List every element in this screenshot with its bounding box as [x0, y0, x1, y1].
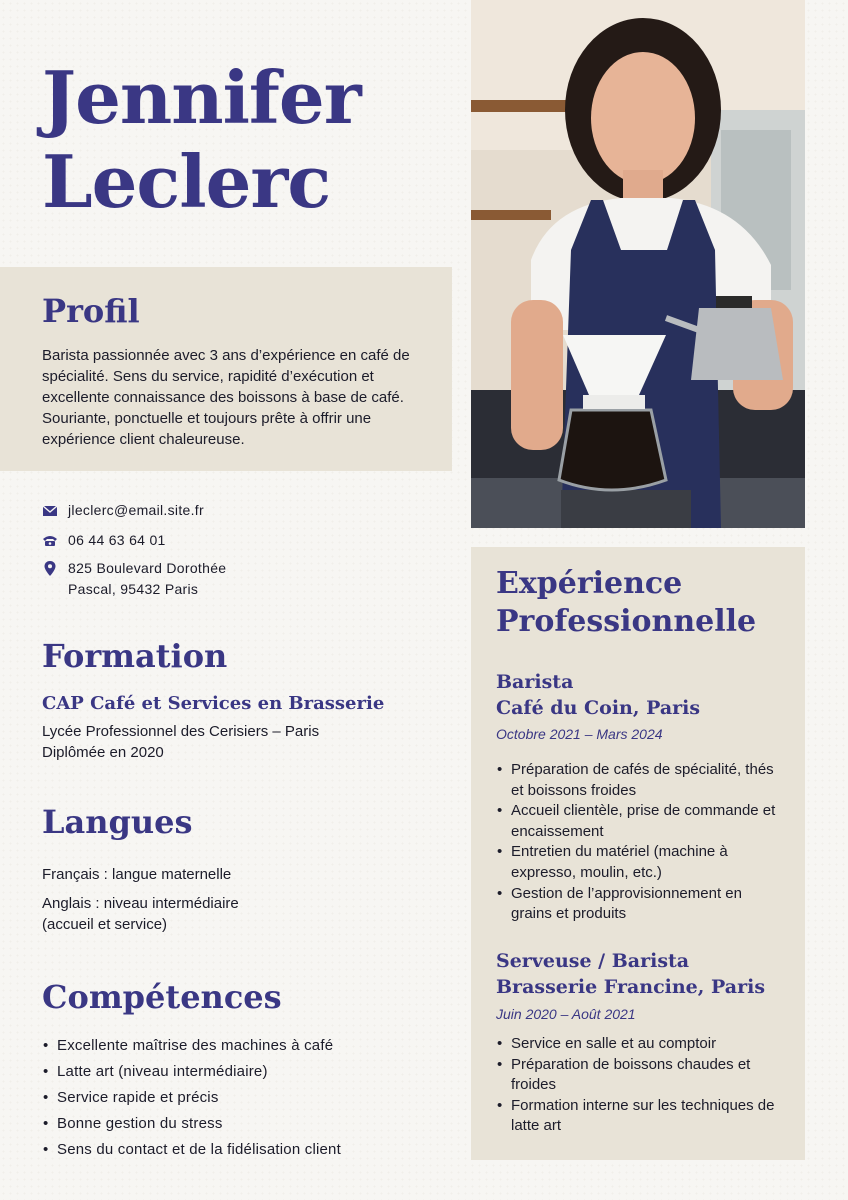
job-task: • Préparation de cafés de spécialité, thés et boissons froides: [496, 760, 786, 801]
skills-heading: Compétences: [42, 978, 282, 1016]
profile-photo: [471, 0, 805, 528]
email-text[interactable]: jleclerc@email.site.fr: [68, 502, 204, 518]
skills-list: [42, 1033, 442, 1163]
address-line-1: 825 Boulevard Dorothée: [68, 560, 227, 576]
contact-email: [42, 500, 204, 521]
language-item-note: (accueil et service): [42, 916, 168, 933]
formation-heading: Formation: [42, 637, 228, 675]
last-name: Leclerc: [42, 139, 331, 224]
job-company: Brasserie Francine, Paris: [496, 976, 766, 998]
skill-item: • Excellente maîtrise des machines à café: [42, 1033, 442, 1059]
job-task-list: [496, 760, 786, 925]
address-text: [68, 558, 226, 600]
job-company: Café du Coin, Paris: [496, 697, 701, 719]
language-item: Français : langue maternelle: [42, 866, 232, 883]
job-task: • Service en salle et au comptoir: [496, 1034, 786, 1055]
languages-heading: Langues: [42, 803, 193, 841]
formation-degree: CAP Café et Services en Brasserie: [42, 693, 385, 714]
job-task-list: [496, 1034, 786, 1137]
job-task: • Entretien du matériel (machine à expresso, moulin, etc.): [496, 842, 786, 883]
experience-heading-line-1: Expérience: [496, 566, 683, 601]
skill-item: • Sens du contact et de la fidélisation client: [42, 1137, 442, 1163]
experience-heading-line-2: Professionnelle: [496, 604, 757, 639]
profile-text: Barista passionnée avec 3 ans d’expérience en café de spécialité. Sens du service, rapidité d’exécution et excellente connaissance des boissons à base de café. Souriante, ponctuelle et toujours prête à offrir une expérience client chaleureuse.: [42, 347, 410, 448]
first-name: Jennifer: [42, 55, 361, 140]
job-dates: Juin 2020 – Août 2021: [496, 1006, 636, 1022]
job-role: Serveuse / Barista: [496, 950, 690, 972]
job-task: • Formation interne sur les techniques de latte art: [496, 1096, 786, 1137]
job-dates: Octobre 2021 – Mars 2024: [496, 726, 663, 742]
experience-heading: [496, 565, 756, 641]
job-task: • Préparation de boissons chaudes et froides: [496, 1055, 786, 1096]
job-role: Barista: [496, 671, 574, 693]
profile-heading: Profil: [42, 292, 140, 330]
phone-icon: [42, 530, 68, 551]
skill-item: • Bonne gestion du stress: [42, 1111, 442, 1137]
job-task: • Gestion de l’approvisionnement en grains et produits: [496, 884, 786, 925]
address-line-2: Pascal, 95432 Paris: [68, 581, 199, 597]
language-item: Anglais : niveau intermédiaire: [42, 895, 239, 912]
skill-item: • Service rapide et précis: [42, 1085, 442, 1111]
location-pin-icon: [42, 558, 68, 600]
contact-phone: [42, 530, 166, 551]
job-task: • Accueil clientèle, prise de commande et encaissement: [496, 801, 786, 842]
formation-school: Lycée Professionnel des Cerisiers – Paris: [42, 723, 320, 740]
phone-text: 06 44 63 64 01: [68, 532, 166, 548]
formation-year: Diplômée en 2020: [42, 744, 164, 761]
candidate-name: [42, 56, 361, 224]
skill-item: • Latte art (niveau intermédiaire): [42, 1059, 442, 1085]
mail-icon: [42, 500, 68, 521]
contact-address: [42, 558, 226, 600]
